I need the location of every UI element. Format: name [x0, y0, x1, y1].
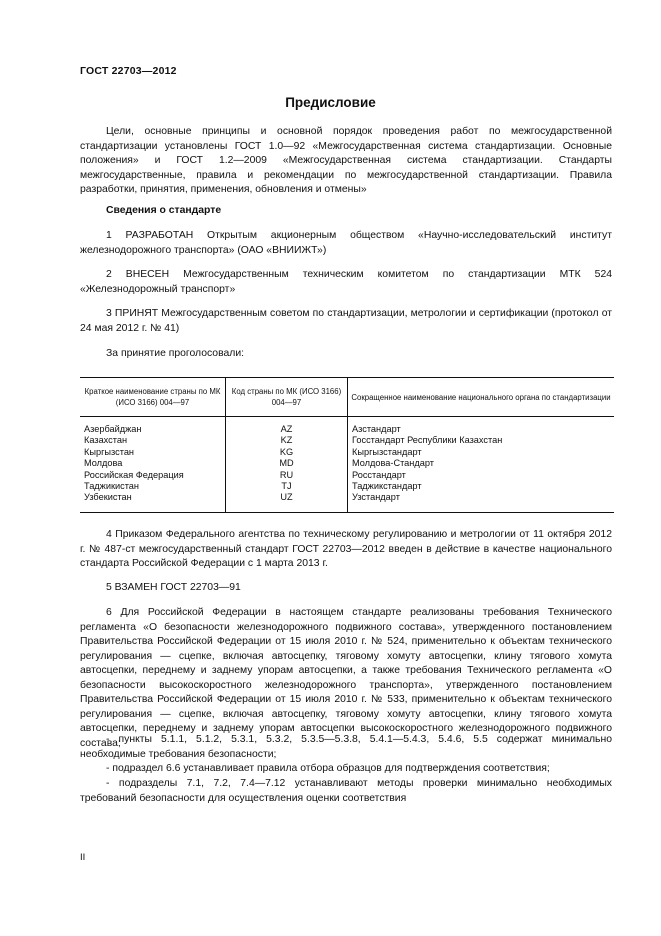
preface-intro: Цели, основные принципы и основной порядок проведения работ по межгосударственной стандартизации установлены ГОСТ 1.0—92 «Межгосударственная система стандартизации. Основные положения» и ГОСТ 1.2—2009 «Межгосударственная система стандартизации. Стандарты межгосударственные, правила и рекомендации по межгосударственной стандартизации. Правила разработки, принятия, применения, обновления и отмены»	[80, 126, 612, 195]
info-item-3: 3 ПРИНЯТ Межгосударственным советом по стандартизации, метрологии и сертификации (протокол от 24 мая 2012 г. № 41)	[80, 308, 612, 334]
votes-table	[80, 377, 614, 513]
country-cell: Узбекистан	[84, 492, 132, 503]
code-cell: UZ	[280, 492, 293, 503]
info-item-6: 6 Для Российской Федерации в настоящем стандарте реализованы требования Технического регламента «О безопасности железнодорожного подвижного состава», утвержденного постановлением Правительства Российской Федерации от 15 июля 2010 г. № 524, применительно к объектам технического регулирования — сцепке, включая автосцепку, тяговому хомуту автосцепки, клину тягового хомута автосцепки, переднему и заднему упорам автосцепки, а также требования Технического регламента «О безопасности высокоскоростного железнодорожного транспорта», утвержденного постановлением Правительства Российской Федерации от 15 июля 2010 г. № 533, применительно к объектам технического регулирования — сцепке, включая автосцепку, тяговому хомуту автосцепки, клину тягового хомута автосцепки, переднему и заднему упорам автосцепки высокоскоростного железнодорожного подвижного состава;	[80, 607, 612, 749]
body-cell: Молдова-Стандарт	[352, 458, 434, 469]
info-item-2: 2 ВНЕСЕН Межгосударственным техническим комитетом по стандартизации МТК 524 «Железнодорожный транспорт»	[80, 269, 612, 295]
info-item-5: 5 ВЗАМЕН ГОСТ 22703—91	[106, 582, 241, 593]
country-cell: Таджикистан	[84, 481, 139, 492]
country-cell: Молдова	[84, 458, 123, 469]
table-row	[80, 417, 614, 513]
table-header-row	[80, 378, 614, 417]
code-cell: MD	[279, 458, 294, 469]
standard-info-heading: Сведения о стандарте	[106, 205, 222, 216]
header-country: Краткое наименование страны по МК (ИСО 3166) 004—97	[80, 378, 226, 417]
body-cell: Таджикстандарт	[352, 481, 422, 492]
code-cell: TJ	[281, 481, 292, 492]
country-cell: Казахстан	[84, 435, 128, 446]
country-cell: Кыргызстан	[84, 446, 135, 457]
bullet-item: - подраздел 6.6 устанавливает правила отбора образцов для подтверждения соответствия;	[106, 763, 550, 774]
bullet-item: - подразделы 7.1, 7.2, 7.4—7.12 устанавливают методы проверки минимально необходимых требований безопасности для осуществления оценки соответствия	[80, 778, 612, 804]
body-column	[348, 417, 615, 513]
info-item-4: 4 Приказом Федерального агентства по техническому регулированию и метрологии от 11 октября 2012 г. № 487-ст межгосударственный стандарт ГОСТ 22703—2012 введен в действие в качестве национального стандарта Российской Федерации с 1 марта 2013 г.	[80, 529, 612, 569]
page-number: II	[80, 852, 86, 863]
code-column	[226, 417, 348, 513]
body-cell: Узстандарт	[352, 492, 400, 503]
info-item-1: 1 РАЗРАБОТАН Открытым акционерным обществом «Научно-исследовательский институт железнодорожного транспорта» (ОАО «ВНИИЖТ»)	[80, 230, 612, 256]
bullet-item: - пункты 5.1.1, 5.1.2, 5.3.1, 5.3.2, 5.3.5—5.3.8, 5.4.1—5.4.3, 5.4.6, 5.5 содержат минимально необходимые требования безопасности;	[80, 734, 612, 760]
header-body: Сокращенное наименование национального органа по стандартизации	[348, 378, 615, 417]
code-cell: KG	[279, 446, 294, 457]
code-cell: KZ	[280, 435, 293, 446]
body-cell: Госстандарт Республики Казахстан	[352, 435, 503, 446]
country-column	[80, 417, 226, 513]
body-cell: Азстандарт	[352, 424, 401, 434]
code-cell: RU	[279, 469, 294, 480]
voted-label: За принятие проголосовали:	[106, 348, 245, 359]
body-cell: Росстандарт	[352, 469, 406, 480]
country-cell: Азербайджан	[84, 424, 142, 434]
country-cell: Российская Федерация	[84, 469, 184, 480]
body-cell: Кыргызстандарт	[352, 446, 422, 457]
code-cell: AZ	[280, 424, 293, 434]
preface-title: Предисловие	[285, 95, 376, 110]
document-id: ГОСТ 22703—2012	[80, 65, 177, 77]
header-code: Код страны по МК (ИСО 3166) 004—97	[226, 378, 348, 417]
